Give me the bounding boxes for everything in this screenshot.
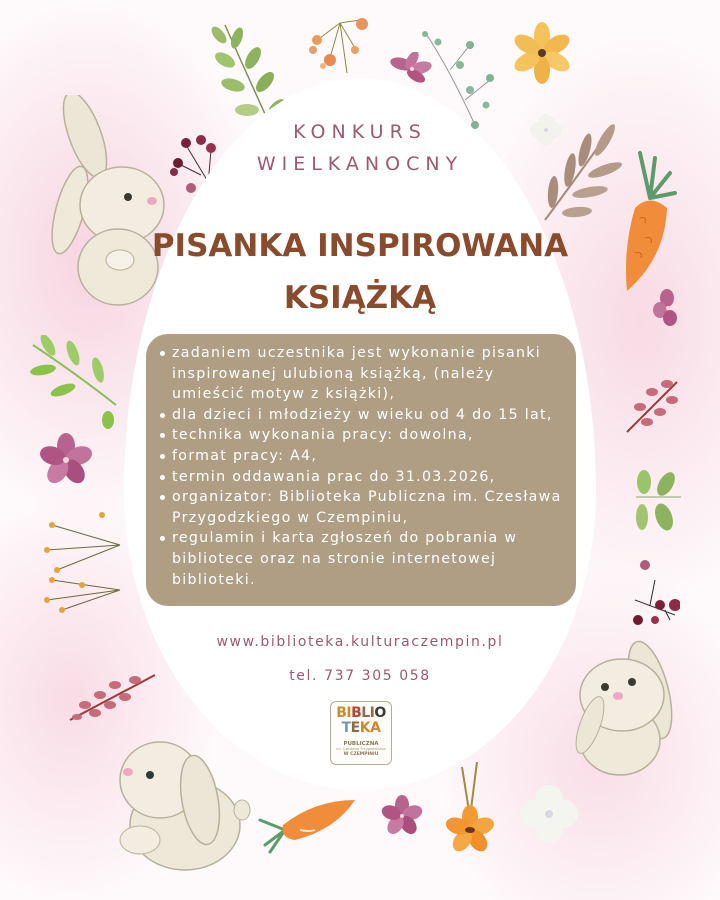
bunny-peeking-icon — [560, 630, 680, 780]
contest-info-box — [146, 334, 576, 606]
leaf-branch-icon — [636, 462, 681, 532]
orange-flower-icon — [442, 762, 497, 857]
yellow-flower-icon — [512, 20, 572, 86]
rule-item-task: zadaniem uczestnika jest wykonanie pisanki inspirowanej ulubioną książką, (należy umieścić motyw z książki), — [158, 343, 562, 405]
book-stack-icon: E — [350, 720, 360, 736]
subtitle-wielkanocny: WIELKANOCNY — [256, 153, 464, 175]
pink-flower-icon — [36, 432, 96, 488]
contest-rules-list — [158, 343, 562, 590]
logo-row-teka: TEKA — [341, 720, 381, 736]
pink-flower-icon — [380, 795, 424, 837]
bunny-lying-icon — [100, 730, 255, 880]
leaf-branch-icon — [28, 335, 118, 430]
title-line-1: PISANKA INSPIROWANA — [151, 228, 569, 264]
website-link[interactable]: www.biblioteka.kulturaczempin.pl — [216, 634, 504, 650]
rule-item-technique: technika wykonania pracy: dowolna, — [158, 425, 562, 446]
logo-city: W CZEMPINIU — [343, 752, 379, 757]
title-line-2: KSIĄŻKĄ — [283, 280, 437, 316]
rule-item-format: format pracy: A4, — [158, 446, 562, 467]
rule-item-age: dla dzieci i młodzieży w wieku od 4 do 15 lat, — [158, 405, 562, 426]
logo-patron: im. Czesława Przygodzkiego — [336, 747, 386, 751]
rule-item-regulations: regulamin i karta zgłoszeń do pobrania w bibliotece oraz na stronie internetowej biblioteki. — [158, 528, 562, 590]
logo-row-biblio: BIBLIO — [336, 705, 386, 721]
rule-item-organizer: organizator: Biblioteka Publiczna im. Czesława Przygodzkiego w Czempiniu, — [158, 487, 562, 528]
dried-flower-icon — [305, 18, 385, 78]
white-flower-icon — [513, 778, 585, 850]
carrot-icon — [255, 790, 360, 855]
pussy-willow-icon — [622, 372, 682, 442]
logo-publiczna: PUBLICZNA — [343, 741, 379, 747]
berry-branch-icon — [630, 555, 680, 625]
subtitle-konkurs: KONKURS — [293, 121, 427, 143]
wildflower-sprig-icon — [42, 510, 122, 620]
rule-item-deadline: termin oddawania prac do 31.03.2026, — [158, 467, 562, 488]
pussy-willow-icon — [65, 655, 160, 735]
phone-number[interactable]: tel. 737 305 058 — [289, 668, 431, 684]
library-logo — [330, 701, 392, 765]
